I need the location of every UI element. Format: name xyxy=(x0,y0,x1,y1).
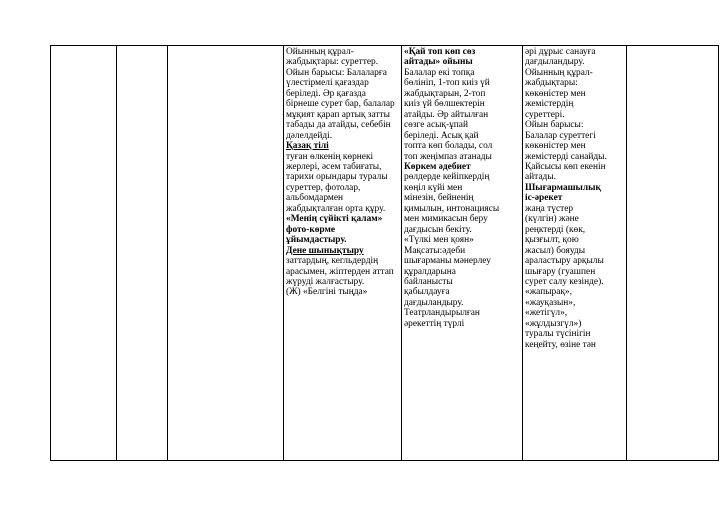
cell-text-line: араластыру арқылы xyxy=(525,256,604,267)
cell-text-line: қимылын, интонациясы xyxy=(404,203,500,214)
cell-text-line: Ойынның құрал- xyxy=(525,67,593,78)
cell-text-line: (Ж) «Белгіні тыңда» xyxy=(286,287,368,298)
cell-text-line: Қайсысы көп екенін xyxy=(525,161,606,172)
cell-text-line: киіз үй бөлшектерін xyxy=(404,99,485,110)
cell-text-line: сөзге асық-ұпай xyxy=(404,120,468,131)
cell-text-line: Дене шынықтыру xyxy=(286,245,364,256)
cell-text-line: фото-көрме xyxy=(286,224,336,235)
cell-text-line: «жауқазын», xyxy=(525,297,576,308)
cell-text-line: шығарманы мәнерлеу xyxy=(404,256,491,267)
cell-text-line: іс-әрекет xyxy=(525,193,563,204)
cell-text-line: мұқият қарап артық затты xyxy=(286,109,390,120)
cell-text-line: кеңейту, өзіне тән xyxy=(525,339,596,350)
cell-text-line: суреттер, фотолар, xyxy=(286,182,361,193)
table-cell-col-1 xyxy=(117,46,168,461)
table-cell-col-2 xyxy=(168,46,284,461)
cell-text-line: «Түлкі мен қоян» xyxy=(404,235,474,246)
cell-text-line: Қазақ тілі xyxy=(286,141,329,152)
cell-text-line: жабдықтарын, 2-топ xyxy=(404,88,486,99)
cell-text-line: үлестірмелі қағаздар xyxy=(286,78,369,89)
cell-text-line: дағдысын бекіту. xyxy=(404,224,472,235)
cell-text-line: Балалар екі топқа xyxy=(404,67,475,78)
cell-text-line: «жетігүл», xyxy=(525,308,568,319)
cell-text-line: табады да атайды, себебін xyxy=(286,120,391,131)
cell-text-line: айтады. xyxy=(525,172,556,183)
cell-text-line: жабдықталған орта құру. xyxy=(286,203,386,214)
cell-text-line: «жапырақ», xyxy=(525,287,572,298)
table-cell-col-3 xyxy=(284,46,402,461)
cell-text-line: дәлелдейді. xyxy=(286,130,333,141)
cell-text-line: Театрландырылған xyxy=(404,308,480,319)
table-row xyxy=(51,46,719,461)
cell-text-line: суреттері. xyxy=(525,109,565,120)
cell-text-line: жабдықтары: xyxy=(525,78,578,89)
cell-text-line: беріледі. Асық қай xyxy=(404,130,479,141)
cell-text-line: құралдарына xyxy=(404,266,456,277)
cell-text-line: әрі дұрыс санауға xyxy=(525,47,596,57)
table-cell-col-0 xyxy=(51,46,117,461)
cell-text-line: шығару (гуашпен xyxy=(525,266,596,277)
cell-text-line: ұйымдастыру. xyxy=(286,235,347,246)
cell-text-line: жаңа түстер xyxy=(525,203,574,214)
cell-text-line: альбомдармен xyxy=(286,193,343,204)
cell-text-line: Балалар суреттегі xyxy=(525,130,596,141)
cell-text-line: тарихи орындары туралы xyxy=(286,172,388,183)
table-cell-col-4 xyxy=(402,46,523,461)
cell-text-line: мен мимикасын беру xyxy=(404,214,488,225)
cell-text-line: дағдыландыру. xyxy=(404,297,464,308)
cell-text-line: қызғылт, қою xyxy=(525,235,579,246)
cell-text-line: әрекеттің түрлі xyxy=(404,318,465,329)
cell-text-line: жемістердің xyxy=(525,99,574,110)
cell-text-line: айтады» ойыны xyxy=(404,57,473,68)
cell-text-line: «жұлдызгүл») xyxy=(525,318,582,329)
cell-text-line: сурет салу кезінде). xyxy=(525,276,604,287)
cell-text-line: туған өлкенің көрнекі xyxy=(286,151,374,162)
cell-text-line: заттардың, кегльдердің xyxy=(286,256,379,267)
cell-text-line: көңіл күйі мен xyxy=(404,182,463,193)
cell-text-line: көкөністер мен xyxy=(525,141,586,152)
cell-text-line: байланысты xyxy=(404,276,453,287)
table-cell-col-6 xyxy=(627,46,719,461)
cell-text-line: дағдыландыру. xyxy=(525,57,585,68)
cell-text-line: жабдықтары: суреттер. xyxy=(286,57,379,68)
cell-text-line: туралы түсінігін xyxy=(525,329,591,340)
cell-text-line: «Қай топ көп сөз xyxy=(404,47,476,57)
cell-text-line: беріледі. Әр қағазда xyxy=(286,88,366,99)
cell-text-line: Көркем әдебиет xyxy=(404,161,471,172)
cell-text-line: «Менің сүйікті қалам» xyxy=(286,214,383,225)
cell-text-line: жасыл) бояуды xyxy=(525,245,585,256)
cell-text-line: көкөністер мен xyxy=(525,88,586,99)
cell-text-line: атайды. Әр айтылған xyxy=(404,109,489,120)
schedule-table xyxy=(50,45,719,461)
cell-text-line: жерлері, әсем табиғаты, xyxy=(286,161,382,172)
cell-text-line: Шығармашылық xyxy=(525,182,601,193)
cell-text-line: (күлгін) және xyxy=(525,214,579,225)
cell-text-line: жүруді жалғастыру. xyxy=(286,276,365,287)
cell-text-line: топта көп болады, сол xyxy=(404,141,493,152)
cell-text-line: Ойын барысы: xyxy=(525,120,584,131)
cell-text-line: реңктерді (көк, xyxy=(525,224,586,235)
cell-text-line: мінезін, бейненің xyxy=(404,193,474,204)
cell-text-line: рөлдерде кейіпкердің xyxy=(404,172,490,183)
cell-text-line: бөлініп, 1-топ киіз үй xyxy=(404,78,490,89)
cell-text-line: Ойынның құрал- xyxy=(286,47,354,57)
cell-text-line: Ойын барысы: Балаларға xyxy=(286,67,387,78)
cell-text-line: бірнеше сурет бар, балалар xyxy=(286,99,395,110)
cell-text-line: қабылдауға xyxy=(404,287,450,298)
cell-text-line: Мақсаты:әдеби xyxy=(404,245,466,256)
cell-text-line: жемістерді санайды. xyxy=(525,151,607,162)
cell-text-line: топ жеңімпаз атанады xyxy=(404,151,492,162)
cell-text-line: арасымен, жіптерден аттап xyxy=(286,266,394,277)
table-cell-col-5 xyxy=(523,46,627,461)
